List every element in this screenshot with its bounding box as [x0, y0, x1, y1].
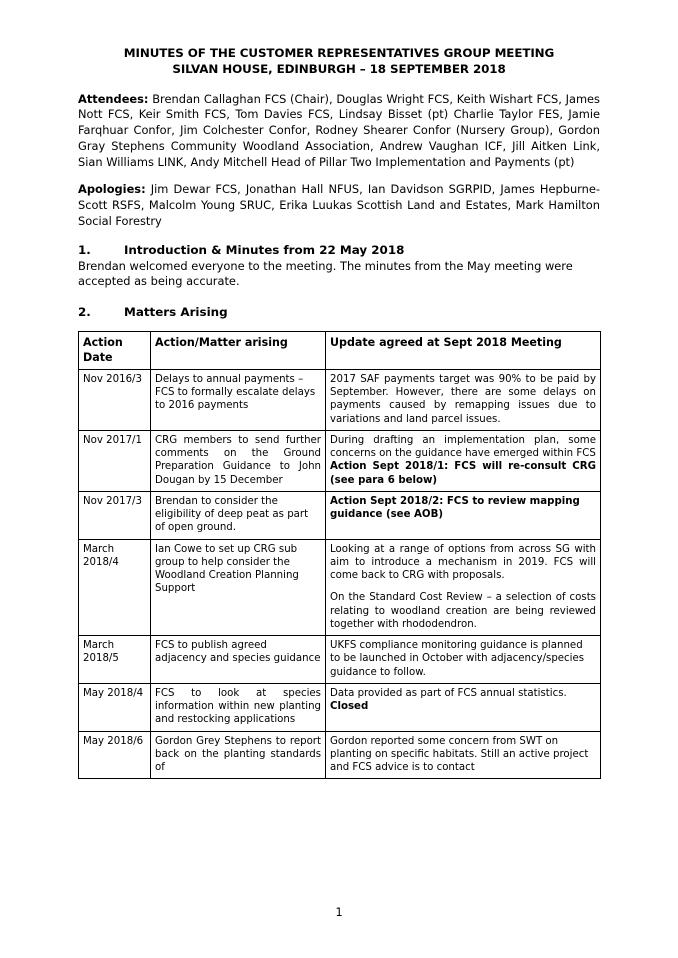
cell-action-date: May 2018/4	[79, 683, 151, 731]
cell-action-date: May 2018/6	[79, 731, 151, 779]
cell-action-matter: Gordon Grey Stephens to report back on the planting standards of	[151, 731, 326, 779]
column-header-action-date: Action Date	[79, 332, 151, 369]
cell-action-date: Nov 2016/3	[79, 369, 151, 430]
page-number: 1	[335, 905, 343, 919]
attendees-paragraph	[78, 92, 600, 171]
section-1-number: 1.	[78, 242, 91, 257]
section-2-spacer	[78, 321, 600, 331]
table-row	[79, 369, 601, 430]
cell-action-matter: FCS to publish agreed adjacency and species guidance	[151, 636, 326, 684]
matters-arising-table	[78, 331, 601, 779]
table-row	[79, 683, 601, 731]
update-action-bold: Action Sept 2018/2: FCS to review mapping guidance (see AOB)	[330, 495, 580, 520]
title-line-1: MINUTES OF THE CUSTOMER REPRESENTATIVES GROUP MEETING	[123, 46, 555, 60]
cell-action-matter: Delays to annual payments – FCS to formally escalate delays to 2016 payments	[151, 369, 326, 430]
update-text-extra: On the Standard Cost Review – a selection of costs relating to woodland creation are being reviewed together with rhododendron.	[330, 592, 596, 630]
update-text: UKFS compliance monitoring guidance is planned to be launched in October with adjacency/species guidance to follow.	[330, 640, 585, 678]
cell-update: Gordon reported some concern from SWT on planting on specific habitats. Still an active project and FCS advice is to contact	[326, 731, 601, 779]
cell-action-matter: CRG members to send further comments on the Ground Preparation Guidance to John Dougan by 15 December	[151, 430, 326, 491]
update-action-bold: Action Sept 2018/1: FCS will re-consult CRG (see para 6 below)	[330, 461, 596, 486]
update-text: 2017 SAF payments target was 90% to be paid by September. However, there are some delays on payments caused by remapping issues due to variations and land parcel issues.	[330, 373, 596, 425]
section-2-heading	[78, 304, 600, 320]
cell-update	[326, 636, 601, 684]
table-row	[79, 491, 601, 539]
apologies-paragraph	[78, 182, 600, 229]
table-row	[79, 731, 601, 779]
title-line-2: SILVAN HOUSE, EDINBURGH – 18 SEPTEMBER 2018	[172, 61, 506, 76]
cell-update	[326, 369, 601, 430]
cell-update	[326, 430, 601, 491]
cell-update	[326, 491, 601, 539]
cell-action-matter: Ian Cowe to set up CRG sub group to help consider the Woodland Creation Planning Support	[151, 539, 326, 636]
cell-action-matter: FCS to look at species information within new planting and restocking applications	[151, 683, 326, 731]
cell-update	[326, 683, 601, 731]
cell-action-date: March 2018/4	[79, 539, 151, 636]
update-text: Looking at a range of options from across SG with aim to introduce a mechanism in 2019. FCS will come back to CRG with proposals.	[330, 543, 596, 581]
cell-action-date: Nov 2017/1	[79, 430, 151, 491]
update-text: Data provided as part of FCS annual statistics.	[330, 687, 567, 699]
column-header-action-matter: Action/Matter arising	[151, 332, 326, 369]
apologies-text: Jim Dewar FCS, Jonathan Hall NFUS, Ian Davidson SGRPID, James Hepburne-Scott RSFS, Malcolm Young SRUC, Erika Luukas Scottish Land and Estates, Mark Hamilton Social Forestry	[78, 182, 600, 228]
attendees-text: Brendan Callaghan FCS (Chair), Douglas Wright FCS, Keith Wishart FCS, James Nott FCS, Keir Smith FCS, Tom Davies FCS, Lindsay Bisset (pt) Charlie Taylor FES, Jamie Farqhuar Confor, Jim Colchester Confor, Rodney Shearer Confor (Nursery Group), Gordon Gray Stephens Community Woodland Association, Andrew Vaughan ICF, Jill Aitken Link, Sian Williams LINK, Andy Mitchell Head of Pillar Two Implementation and Payments (pt)	[78, 91, 600, 169]
section-1-body: Brendan welcomed everyone to the meeting. The minutes from the May meeting were accepted as being accurate.	[78, 258, 573, 289]
cell-action-date: March 2018/5	[79, 636, 151, 684]
update-status-bold: Closed	[330, 701, 369, 712]
section-2-number: 2.	[78, 305, 91, 320]
cell-action-date: Nov 2017/3	[79, 491, 151, 539]
paragraph-gap	[330, 582, 596, 591]
cell-action-matter: Brendan to consider the eligibility of deep peat as part of open ground.	[151, 491, 326, 539]
section-2-title: Matters Arising	[124, 305, 228, 320]
section-1-title: Introduction & Minutes from 22 May 2018	[124, 242, 405, 257]
table-header-row	[79, 332, 601, 369]
cell-update	[326, 539, 601, 636]
apologies-label: Apologies:	[78, 182, 146, 197]
page-title	[78, 46, 600, 78]
table-row	[79, 636, 601, 684]
update-text: During drafting an implementation plan, some concerns on the guidance have emerged within FCS	[330, 434, 596, 459]
section-1-heading	[78, 242, 600, 258]
attendees-label: Attendees:	[78, 91, 149, 106]
column-header-update: Update agreed at Sept 2018 Meeting	[326, 332, 601, 369]
table-row	[79, 539, 601, 636]
table-row	[79, 430, 601, 491]
